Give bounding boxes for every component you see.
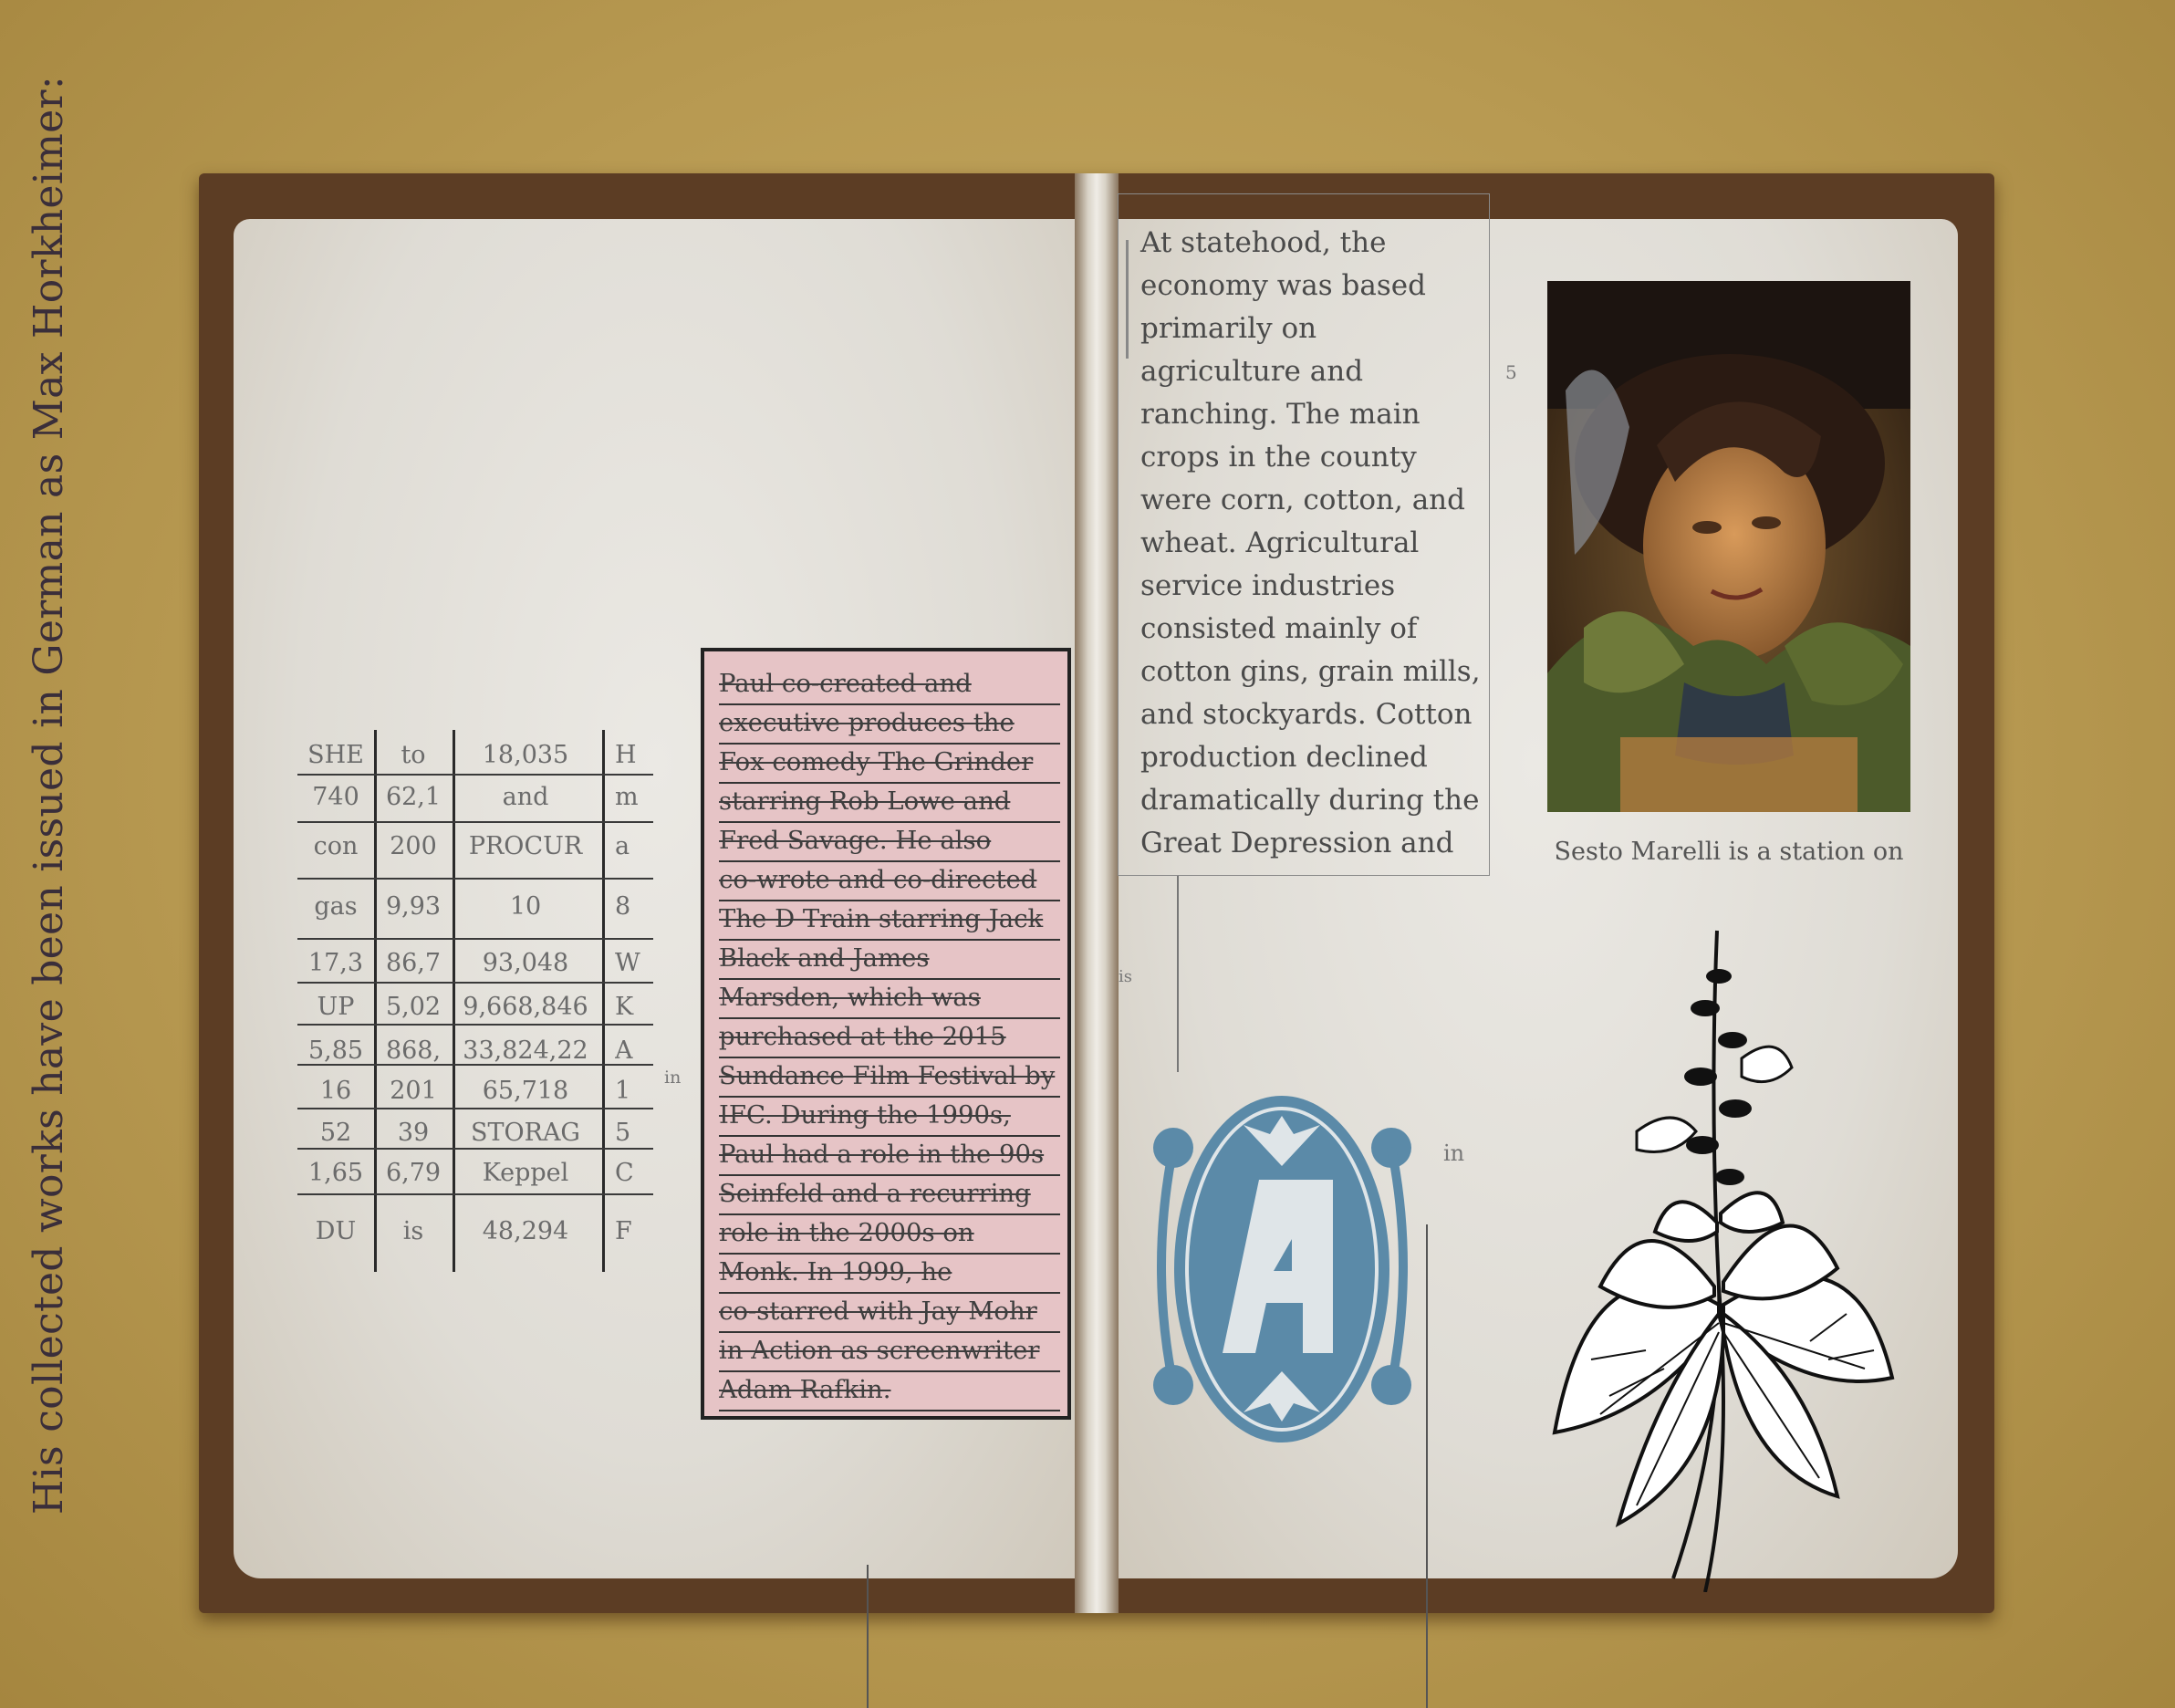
table-cell: PROCUR bbox=[468, 832, 583, 860]
body-text-line: and stockyards. Cotton bbox=[1140, 698, 1473, 731]
table-cell: 62,1 bbox=[385, 783, 442, 811]
table-row-divider bbox=[297, 938, 653, 940]
plant-graphic bbox=[1536, 922, 1906, 1592]
strikethrough-line: Paul had a role in the 90s bbox=[719, 1135, 1060, 1176]
strikethrough-line: Paul co-created and bbox=[719, 664, 1060, 705]
strikethrough-line: purchased at the 2015 bbox=[719, 1017, 1060, 1058]
table-cell: 201 bbox=[390, 1077, 437, 1105]
body-text-line: production declined bbox=[1140, 741, 1428, 774]
table-cell: 48,294 bbox=[482, 1217, 569, 1245]
table-cell: 868, bbox=[385, 1036, 442, 1065]
table-cell: SHE bbox=[307, 741, 364, 769]
table-cell: F bbox=[615, 1217, 632, 1245]
strikethrough-line: Fred Savage. He also bbox=[719, 821, 1060, 862]
vertical-rule bbox=[1177, 876, 1179, 1072]
body-text-line: cotton gins, grain mills, bbox=[1140, 655, 1481, 688]
table-row-divider bbox=[297, 878, 653, 880]
strikethrough-line: The D Train starring Jack bbox=[719, 900, 1060, 941]
is-label: is bbox=[1119, 967, 1132, 986]
table-cell: 9,93 bbox=[385, 892, 442, 921]
strikethrough-line: Seinfeld and a recurring bbox=[719, 1174, 1060, 1215]
strikethrough-line: in Action as screenwriter bbox=[719, 1331, 1060, 1372]
table-cell: gas bbox=[314, 892, 358, 921]
page-number: 5 bbox=[1505, 361, 1517, 383]
strikethrough-line: Marsden, which was bbox=[719, 978, 1060, 1019]
table-cell: 5,02 bbox=[385, 993, 442, 1021]
table-cell: 9,668,846 bbox=[463, 993, 588, 1021]
portrait-painting bbox=[1547, 281, 1910, 812]
strikethrough-line: Black and James bbox=[719, 939, 1060, 980]
table-cell: 52 bbox=[319, 1119, 352, 1147]
table-cell: 740 bbox=[312, 783, 359, 811]
body-text-line: primarily on bbox=[1140, 312, 1317, 345]
table-cell: STORAG bbox=[470, 1119, 581, 1147]
body-text-line: crops in the county bbox=[1140, 441, 1417, 474]
table-cell: 86,7 bbox=[385, 949, 442, 977]
table-cell: to bbox=[401, 741, 426, 769]
table-cell: 5 bbox=[615, 1119, 631, 1147]
table-cell: K bbox=[615, 993, 634, 1021]
table-cell: 65,718 bbox=[482, 1077, 569, 1105]
table-cell: UP bbox=[317, 993, 355, 1021]
table-cell: 39 bbox=[397, 1119, 430, 1147]
body-text-line: dramatically during the bbox=[1140, 784, 1480, 817]
book-spine bbox=[1075, 173, 1119, 1613]
strikethrough-line: role in the 2000s on bbox=[719, 1213, 1060, 1255]
table-cell: 8 bbox=[615, 892, 631, 921]
table-cell: 18,035 bbox=[482, 741, 569, 769]
data-table bbox=[297, 730, 653, 1272]
portrait-image bbox=[1547, 281, 1910, 812]
table-row-divider bbox=[297, 982, 653, 984]
strikethrough-line: co-starred with Jay Mohr bbox=[719, 1292, 1060, 1333]
bottom-rule-right bbox=[1426, 1224, 1428, 1708]
table-row-divider bbox=[297, 1193, 653, 1195]
in-label-right: in bbox=[1443, 1140, 1465, 1166]
table-cell: 16 bbox=[319, 1077, 352, 1105]
body-text-line: ranching. The main bbox=[1140, 398, 1421, 431]
table-cell: is bbox=[402, 1217, 424, 1245]
emblem-a bbox=[1148, 1093, 1417, 1445]
table-cell: 1 bbox=[615, 1077, 631, 1105]
emblem-graphic bbox=[1148, 1093, 1417, 1445]
portrait-caption: Sesto Marelli is a station on bbox=[1554, 838, 1904, 866]
table-cell: m bbox=[615, 783, 639, 811]
strikethrough-line: Sundance Film Festival by bbox=[719, 1057, 1060, 1098]
table-cell: 93,048 bbox=[482, 949, 569, 977]
table-cell: and bbox=[502, 783, 549, 811]
table-row-divider bbox=[297, 821, 653, 823]
strikethrough-line: starring Rob Lowe and bbox=[719, 782, 1060, 823]
table-cell: A bbox=[615, 1036, 633, 1065]
table-row-divider bbox=[297, 1024, 653, 1026]
bottom-rule-left bbox=[867, 1565, 869, 1708]
table-cell: 33,824,22 bbox=[463, 1036, 588, 1065]
in-label-left: in bbox=[664, 1068, 682, 1088]
table-cell: C bbox=[615, 1159, 634, 1187]
body-text-line: Great Depression and bbox=[1140, 827, 1454, 859]
body-text-line: service industries bbox=[1140, 569, 1396, 602]
table-cell: 1,65 bbox=[307, 1159, 364, 1187]
table-cell: 200 bbox=[390, 832, 437, 860]
strikethrough-line: executive produces the bbox=[719, 703, 1060, 745]
table-cell: Keppel bbox=[482, 1159, 569, 1187]
text-margin-bar bbox=[1126, 240, 1129, 359]
table-cell: con bbox=[313, 832, 359, 860]
table-row-divider bbox=[297, 1108, 653, 1109]
side-title: His collected works have been issued in German as Max Horkheimer: bbox=[26, 76, 72, 1515]
table-column-divider bbox=[602, 730, 605, 1272]
table-cell: W bbox=[615, 949, 640, 977]
body-text-line: At statehood, the bbox=[1140, 226, 1387, 259]
strikethrough-line: co-wrote and co-directed bbox=[719, 860, 1060, 901]
table-cell: 6,79 bbox=[385, 1159, 442, 1187]
strikethrough-line: IFC. During the 1990s, bbox=[719, 1096, 1060, 1137]
table-row-divider bbox=[297, 774, 653, 776]
table-cell: 10 bbox=[509, 892, 542, 921]
body-text-line: wheat. Agricultural bbox=[1140, 526, 1420, 559]
table-row-divider bbox=[297, 1148, 653, 1150]
strikethrough-line: Adam Rafkin. bbox=[719, 1370, 1060, 1411]
body-text-line: consisted mainly of bbox=[1140, 612, 1418, 645]
table-cell: 17,3 bbox=[307, 949, 364, 977]
table-cell: a bbox=[615, 832, 630, 860]
table-cell: H bbox=[615, 741, 637, 769]
body-text-line: were corn, cotton, and bbox=[1140, 484, 1465, 516]
strikethrough-line: Fox comedy The Grinder bbox=[719, 743, 1060, 784]
statehood-textbox bbox=[1118, 193, 1490, 876]
body-text-line: agriculture and bbox=[1140, 355, 1364, 388]
body-text-line: economy was based bbox=[1140, 269, 1426, 302]
botanical-plant-illustration bbox=[1536, 922, 1906, 1592]
table-cell: DU bbox=[315, 1217, 357, 1245]
strikethrough-textbox bbox=[701, 648, 1071, 1420]
strikethrough-line: Monk. In 1999, he bbox=[719, 1253, 1060, 1294]
table-cell: 5,85 bbox=[307, 1036, 364, 1065]
